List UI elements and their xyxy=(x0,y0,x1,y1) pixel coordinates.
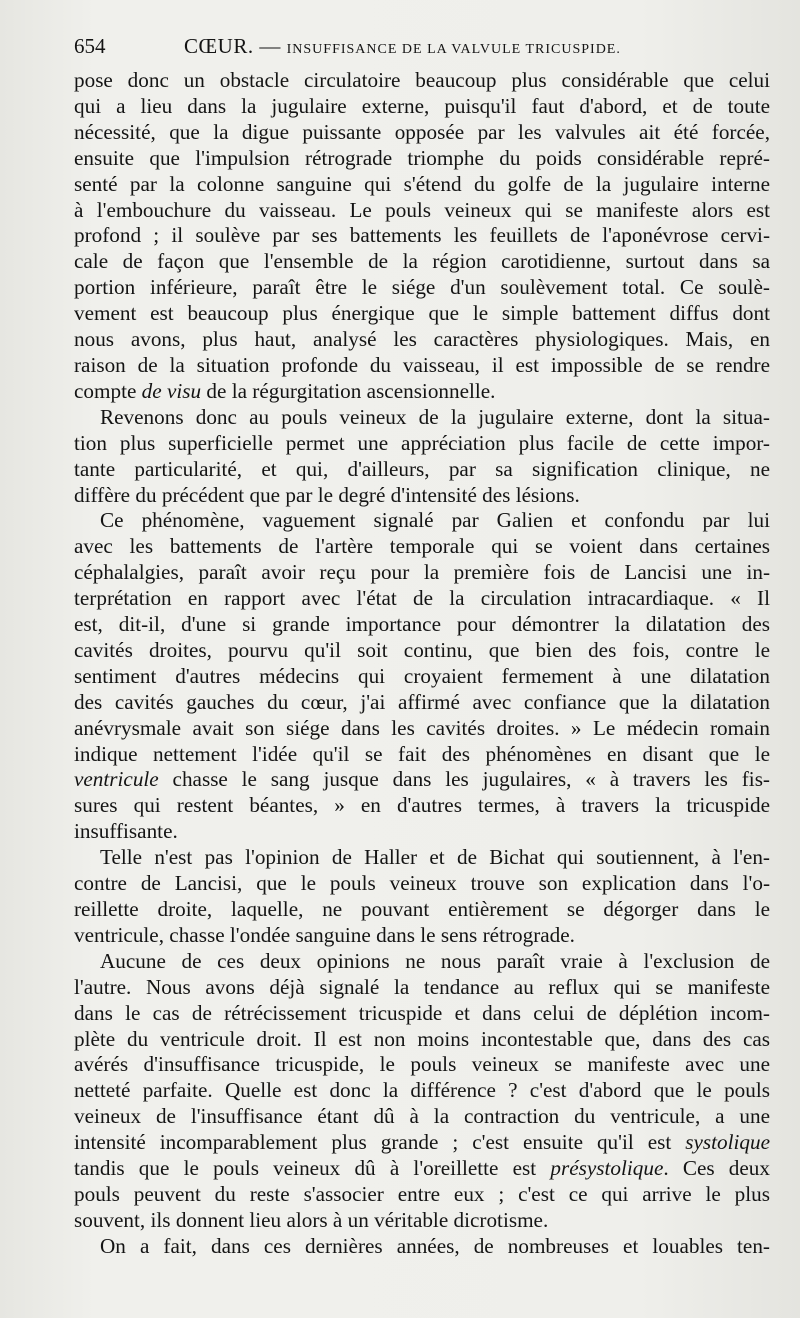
page-number: 654 xyxy=(74,34,106,58)
text-line: qui a lieu dans la jugulaire externe, puisqu'il faut d'abord, et de toute xyxy=(74,93,770,118)
text-line: cale de façon que l'ensemble de la région carotidienne, surtout dans sa xyxy=(74,249,770,274)
running-title-main: CŒUR. — xyxy=(184,34,287,58)
paragraph xyxy=(74,949,770,1234)
body-text xyxy=(74,68,770,1260)
text-line: tante particularité, et qui, d'ailleurs, par sa signification clinique, ne xyxy=(74,456,770,481)
paragraph xyxy=(74,68,770,405)
italic-text: ventricule xyxy=(74,767,159,792)
italic-text: de visu xyxy=(141,378,202,403)
text-line: des cavités gauches du cœur, j'ai affirmé avec confiance que la dilatation xyxy=(74,689,770,714)
text-line: souvent, ils donnent lieu alors à un véritable dicrotisme. xyxy=(74,1207,549,1232)
text-line: portion inférieure, paraît être le siége d'un soulèvement total. Ce soulè- xyxy=(74,275,770,300)
text-line: Ce phénomène, vaguement signalé par Galien et confondu par lui xyxy=(100,508,770,533)
text-line: senté par la colonne sanguine qui s'étend du golfe de la jugulaire interne xyxy=(74,171,770,196)
text-line: plète du ventricule droit. Il est non moins incontestable que, dans des cas xyxy=(74,1026,770,1051)
text-line: l'autre. Nous avons déjà signalé la tendance au reflux qui se manifeste xyxy=(74,974,770,999)
text-line: cavités droites, pourvu qu'il soit continu, que bien des fois, contre le xyxy=(74,637,770,662)
text-line: vement est beaucoup plus énergique que le simple battement diffus dont xyxy=(74,301,770,326)
text-line: On a fait, dans ces dernières années, de nombreuses et louables ten- xyxy=(100,1233,770,1258)
text-line: ventricule, chasse l'ondée sanguine dans le sens rétrograde. xyxy=(74,922,575,947)
text-line: nécessité, que la digue puissante opposée par les valvules ait été forcée, xyxy=(74,119,770,144)
paragraph xyxy=(74,405,770,509)
text-line: pose donc un obstacle circulatoire beaucoup plus considérable que celui xyxy=(74,68,770,92)
text-line: nous avons, plus haut, analysé les caractères physiologiques. Mais, en xyxy=(74,327,770,352)
text-line: veineux de l'insuffisance étant dû à la contraction du ventricule, a une xyxy=(74,1104,770,1129)
text-line: avérés d'insuffisance tricuspide, le pouls veineux se manifeste avec une xyxy=(74,1052,770,1077)
text-line: insuffisante. xyxy=(74,819,178,844)
text-line: ventricule chasse le sang jusque dans les jugulaires, « à travers les fis- xyxy=(74,767,770,792)
text-line: diffère du précédent que par le degré d'intensité des lésions. xyxy=(74,482,580,507)
paragraph xyxy=(74,1234,770,1260)
text-line: contre de Lancisi, que le pouls veineux trouve son explication dans l'o- xyxy=(74,871,770,896)
text-line: tion plus superficielle permet une appréciation plus facile de cette impor- xyxy=(74,430,770,455)
text-line: sentiment d'autres médecins qui croyaient fermement à une dilatation xyxy=(74,663,770,688)
text-line: raison de la situation profonde du vaisseau, il est impossible de se rendre xyxy=(74,352,770,377)
text-line: reillette droite, laquelle, ne pouvant entièrement se dégorger dans le xyxy=(74,897,770,921)
running-header xyxy=(74,34,770,60)
paragraph xyxy=(74,508,770,845)
text-line: dans le cas de rétrécissement tricuspide et dans celui de déplétion incom- xyxy=(74,1000,770,1025)
text-line: tandis que le pouls veineux dû à l'oreillette est présystolique. Ces deux xyxy=(74,1156,770,1181)
text-line: indique nettement l'idée qu'il se fait des phénomènes en disant que le xyxy=(74,741,770,766)
text-line: sures qui restent béantes, » en d'autres termes, à travers la tricuspide xyxy=(74,793,770,818)
text-line: Telle n'est pas l'opinion de Haller et de Bichat qui soutiennent, à l'en- xyxy=(100,845,770,870)
text-line: netteté parfaite. Quelle est donc la différence ? c'est d'abord que le pouls xyxy=(74,1078,770,1103)
running-title-sub: INSUFFISANCE DE LA VALVULE TRICUSPIDE. xyxy=(286,42,621,57)
text-line: compte de visu de la régurgitation ascensionnelle. xyxy=(74,378,496,403)
text-line: ensuite que l'impulsion rétrograde triomphe du poids considérable repré- xyxy=(74,145,770,170)
italic-text: présystolique xyxy=(550,1156,664,1181)
text-line: Aucune de ces deux opinions ne nous paraît vraie à l'exclusion de xyxy=(100,948,770,973)
text-line: à l'embouchure du vaisseau. Le pouls veineux qui se manifeste alors est xyxy=(74,197,770,222)
text-line: avec les battements de l'artère temporale qui se voient dans certaines xyxy=(74,534,770,559)
text-line: terprétation en rapport avec l'état de la circulation intracardiaque. « Il xyxy=(74,586,770,611)
text-line: profond ; il soulève par ses battements les feuillets de l'aponévrose cervi- xyxy=(74,223,770,248)
running-title xyxy=(184,34,621,59)
text-line: est, dit-il, d'une si grande importance pour démontrer la dilatation des xyxy=(74,612,770,637)
text-line: anévrysmale avait son siége dans les cavités droites. » Le médecin romain xyxy=(74,715,770,740)
text-line: intensité incomparablement plus grande ; c'est ensuite qu'il est systolique xyxy=(74,1130,770,1155)
paragraph xyxy=(74,845,770,949)
text-line: Revenons donc au pouls veineux de la jugulaire externe, dont la situa- xyxy=(100,404,770,429)
italic-text: systolique xyxy=(685,1130,770,1155)
text-line: céphalalgies, paraît avoir reçu pour la première fois de Lancisi une in- xyxy=(74,560,770,585)
text-line: pouls peuvent du reste s'associer entre eux ; c'est ce qui arrive le plus xyxy=(74,1181,770,1206)
